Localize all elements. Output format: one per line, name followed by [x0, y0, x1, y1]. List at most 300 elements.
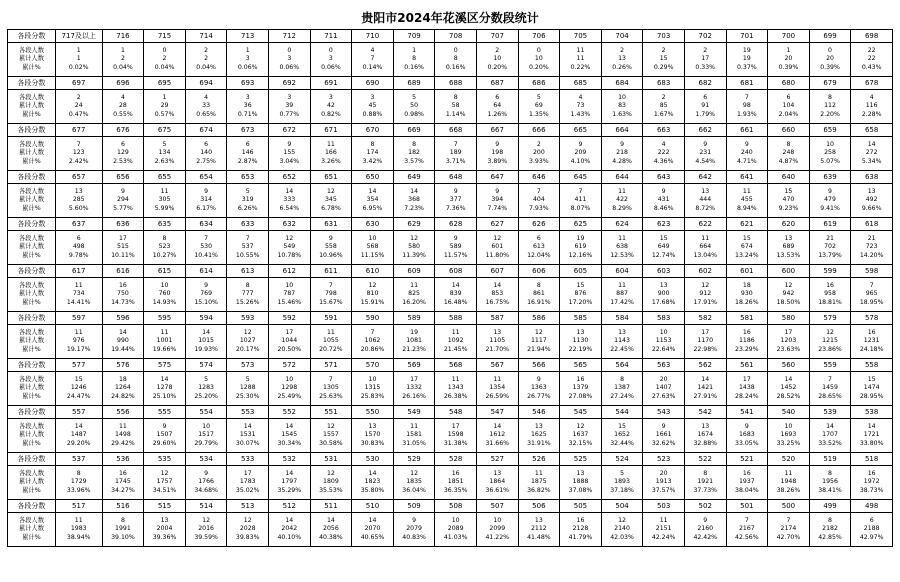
percent-value: 5.60% — [68, 204, 89, 212]
percent-value: 0.39% — [778, 63, 799, 71]
stats-cell — [102, 137, 144, 171]
score-cell: 614 — [185, 265, 227, 278]
score-cell: 583 — [643, 312, 685, 325]
percent-value: 42.85% — [818, 533, 842, 541]
cumulative-value: 29 — [160, 102, 169, 110]
count-value: 14 — [285, 517, 294, 525]
count-value: 16 — [576, 376, 585, 384]
count-value: 11 — [618, 235, 626, 243]
score-row — [8, 265, 893, 278]
stats-cell — [684, 231, 726, 265]
score-cell: 700 — [768, 30, 810, 43]
count-label: 各段人数 — [18, 282, 44, 290]
stats-row — [8, 90, 893, 124]
count-value: 4 — [578, 94, 583, 102]
stats-cell — [684, 325, 726, 359]
stats-row-label — [8, 325, 56, 359]
count-value: 4 — [120, 94, 125, 102]
stats-cell — [55, 278, 102, 312]
percent-value: 12.04% — [527, 251, 551, 259]
cumulative-value: 17 — [701, 55, 710, 63]
percent-value: 10.96% — [319, 251, 343, 259]
percent-value: 41.22% — [485, 533, 510, 541]
percent-value: 11.80% — [485, 251, 510, 259]
cumulative-label: 累计人数 — [18, 525, 44, 533]
score-cell: 544 — [601, 406, 643, 419]
score-cell: 525 — [560, 453, 602, 466]
count-value: 15 — [74, 376, 83, 384]
stats-cell — [185, 90, 227, 124]
score-cell: 689 — [393, 77, 435, 90]
stats-cell — [851, 90, 893, 124]
score-row-label: 各段分数 — [8, 312, 56, 325]
cumulative-value: 174 — [366, 149, 379, 157]
score-cell: 564 — [601, 359, 643, 372]
percent-value: 3.71% — [445, 157, 466, 165]
score-cell: 691 — [310, 77, 352, 90]
score-cell: 538 — [851, 406, 893, 419]
score-cell: 537 — [55, 453, 102, 466]
cumulative-value: 422 — [616, 196, 628, 204]
stats-cell — [601, 231, 643, 265]
stats-cell — [726, 90, 768, 124]
cumulative-value: 1452 — [780, 384, 797, 392]
score-cell: 550 — [352, 406, 394, 419]
percent-value: 1.93% — [737, 110, 757, 118]
count-value: 1 — [76, 47, 81, 55]
percent-value: 34.68% — [194, 486, 218, 494]
count-value: 14 — [243, 423, 252, 431]
score-cell: 683 — [643, 77, 685, 90]
score-cell: 627 — [476, 218, 518, 231]
stats-cell — [809, 513, 851, 547]
score-cell: 561 — [726, 359, 768, 372]
score-row — [8, 312, 893, 325]
count-value: 15 — [867, 376, 876, 384]
stats-cell — [684, 43, 726, 77]
percent-value: 16.48% — [443, 298, 468, 306]
score-cell: 620 — [768, 218, 810, 231]
score-row-label: 各段分数 — [8, 265, 56, 278]
count-label: 各段人数 — [18, 94, 44, 102]
percent-value: 37.57% — [651, 486, 676, 494]
count-value: 4 — [370, 47, 375, 55]
score-row-label: 各段分数 — [8, 406, 56, 419]
stats-row-label — [8, 278, 56, 312]
stats-cell — [435, 231, 477, 265]
score-cell: 661 — [726, 124, 768, 137]
score-cell: 647 — [476, 171, 518, 184]
stats-cell — [435, 513, 477, 547]
count-value: 14 — [493, 282, 502, 290]
score-cell: 634 — [185, 218, 227, 231]
stats-cell — [310, 278, 352, 312]
stats-cell — [102, 278, 144, 312]
stats-row-label — [8, 43, 56, 77]
stats-cell — [684, 466, 726, 500]
percent-value: 13.04% — [693, 251, 718, 259]
count-value: 14 — [368, 188, 377, 196]
score-cell: 529 — [393, 453, 435, 466]
stats-cell — [227, 419, 269, 453]
percent-value: 5.99% — [154, 204, 175, 212]
stats-cell — [643, 184, 685, 218]
percent-value: 28.24% — [735, 392, 759, 400]
score-cell: 572 — [269, 359, 311, 372]
score-cell: 674 — [185, 124, 227, 137]
cumulative-value: 861 — [532, 290, 545, 298]
percent-value: 0.55% — [113, 110, 133, 118]
score-cell: 554 — [185, 406, 227, 419]
count-value: 4 — [869, 94, 874, 102]
count-value: 15 — [618, 423, 626, 431]
cumulative-value: 20 — [826, 55, 834, 63]
count-value: 19 — [742, 47, 751, 55]
count-value: 2 — [661, 94, 666, 102]
score-cell: 586 — [518, 312, 560, 325]
score-cell: 636 — [102, 218, 144, 231]
score-cell: 678 — [851, 77, 893, 90]
score-cell: 585 — [560, 312, 602, 325]
stats-cell — [55, 90, 102, 124]
cumulative-value: 1757 — [156, 478, 173, 486]
count-value: 11 — [160, 188, 169, 196]
stats-cell — [269, 466, 311, 500]
cumulative-value: 22 — [867, 55, 876, 63]
count-value: 17 — [784, 329, 793, 337]
percent-value: 1.35% — [529, 110, 549, 118]
percent-value: 0.77% — [279, 110, 300, 118]
count-value: 9 — [661, 423, 666, 431]
stats-cell — [185, 419, 227, 453]
percent-value: 19.93% — [194, 345, 218, 353]
stats-cell — [55, 372, 102, 406]
cumulative-value: 1913 — [655, 478, 672, 486]
stats-cell — [809, 137, 851, 171]
stats-cell — [643, 513, 685, 547]
count-value: 12 — [534, 329, 543, 337]
count-value: 2 — [536, 141, 541, 149]
percent-value: 14.41% — [66, 298, 91, 306]
count-label: 各段人数 — [18, 329, 44, 337]
stats-cell — [269, 184, 311, 218]
score-cell: 534 — [185, 453, 227, 466]
percent-value: 7.74% — [487, 204, 508, 212]
count-value: 11 — [118, 423, 127, 431]
count-value: 16 — [742, 470, 751, 478]
cumulative-value: 305 — [158, 196, 171, 204]
score-row-label: 各段分数 — [8, 218, 56, 231]
stats-cell — [851, 184, 893, 218]
cumulative-value: 2151 — [655, 525, 672, 533]
cumulative-value: 990 — [117, 337, 129, 345]
count-value: 11 — [74, 282, 83, 290]
score-row — [8, 359, 893, 372]
score-cell: 580 — [768, 312, 810, 325]
percent-value: 34.27% — [111, 486, 135, 494]
count-value: 0 — [287, 47, 292, 55]
cumulative-value: 976 — [72, 337, 85, 345]
score-cell: 703 — [643, 30, 685, 43]
stats-cell — [518, 513, 560, 547]
count-value: 18 — [118, 376, 127, 384]
count-value: 11 — [410, 423, 419, 431]
count-value: 13 — [618, 329, 626, 337]
score-cell: 643 — [643, 171, 685, 184]
stats-cell — [185, 278, 227, 312]
cumulative-value: 91 — [701, 102, 710, 110]
stats-cell — [476, 43, 518, 77]
stats-cell — [476, 513, 518, 547]
percent-value: 2.75% — [196, 157, 216, 165]
count-value: 6 — [536, 235, 541, 243]
cumulative-value: 1215 — [822, 337, 838, 345]
cumulative-value: 218 — [616, 149, 628, 157]
count-value: 7 — [328, 282, 333, 290]
score-cell: 562 — [684, 359, 726, 372]
percent-value: 10.78% — [277, 251, 302, 259]
count-value: 16 — [867, 470, 876, 478]
stats-cell — [227, 513, 269, 547]
count-value: 10 — [659, 329, 668, 337]
score-cell: 617 — [55, 265, 102, 278]
score-cell: 560 — [768, 359, 810, 372]
stats-cell — [518, 325, 560, 359]
stats-cell — [809, 466, 851, 500]
percent-value: 39.10% — [111, 533, 135, 541]
percent-value: 2.42% — [68, 157, 89, 165]
score-cell: 546 — [518, 406, 560, 419]
cumulative-value: 1 — [76, 55, 81, 63]
count-value: 13 — [534, 423, 543, 431]
cumulative-value: 777 — [241, 290, 254, 298]
percent-value: 4.54% — [695, 157, 716, 165]
cumulative-value: 1637 — [572, 431, 589, 439]
percent-value: 0.33% — [695, 63, 716, 71]
score-cell: 520 — [768, 453, 810, 466]
percent-value: 35.02% — [235, 486, 260, 494]
stats-cell — [55, 184, 102, 218]
score-cell: 606 — [518, 265, 560, 278]
stats-cell — [643, 278, 685, 312]
score-cell: 664 — [601, 124, 643, 137]
cumulative-value: 1015 — [198, 337, 214, 345]
score-cell: 504 — [601, 500, 643, 513]
stats-cell — [393, 137, 435, 171]
cumulative-value: 8 — [453, 55, 458, 63]
stats-cell — [560, 43, 602, 77]
cumulative-value: 69 — [534, 102, 543, 110]
cumulative-value: 619 — [574, 243, 587, 251]
score-cell: 533 — [227, 453, 269, 466]
score-cell: 522 — [684, 453, 726, 466]
score-cell: 645 — [560, 171, 602, 184]
count-value: 9 — [620, 141, 625, 149]
score-cell: 530 — [352, 453, 394, 466]
stats-cell — [352, 372, 394, 406]
percent-value: 22.64% — [651, 345, 676, 353]
percent-value: 4.10% — [570, 157, 591, 165]
percent-value: 9.41% — [820, 204, 840, 212]
stats-cell — [726, 513, 768, 547]
stats-cell — [185, 231, 227, 265]
stats-cell — [269, 90, 311, 124]
count-value: 8 — [120, 517, 125, 525]
count-value: 17 — [243, 470, 252, 478]
percent-value: 42.56% — [735, 533, 759, 541]
cumulative-value: 314 — [200, 196, 213, 204]
percent-value: 38.26% — [776, 486, 801, 494]
score-cell: 650 — [352, 171, 394, 184]
score-cell: 715 — [144, 30, 186, 43]
percent-value: 11.39% — [402, 251, 426, 259]
percent-value: 0.04% — [154, 63, 175, 71]
cumulative-value: 965 — [865, 290, 878, 298]
cumulative-value: 431 — [657, 196, 670, 204]
stats-cell — [726, 278, 768, 312]
cumulative-value: 146 — [241, 149, 254, 157]
cumulative-value: 479 — [824, 196, 836, 204]
stats-cell — [476, 419, 518, 453]
count-value: 9 — [744, 141, 749, 149]
score-cell: 540 — [768, 406, 810, 419]
cumulative-value: 209 — [574, 149, 587, 157]
stats-cell — [144, 419, 186, 453]
cumulative-value: 1707 — [822, 431, 838, 439]
stats-cell — [310, 325, 352, 359]
percent-value: 17.91% — [693, 298, 718, 306]
count-value: 8 — [536, 282, 541, 290]
count-value: 11 — [618, 188, 626, 196]
count-value: 8 — [370, 141, 375, 149]
cumulative-value: 404 — [532, 196, 545, 204]
percent-value: 9.23% — [778, 204, 799, 212]
count-value: 6 — [495, 94, 500, 102]
cumulative-value: 1948 — [780, 478, 797, 486]
stats-cell — [851, 419, 893, 453]
count-value: 13 — [74, 188, 83, 196]
cumulative-value: 664 — [699, 243, 712, 251]
stats-cell — [851, 466, 893, 500]
percent-value: 26.16% — [402, 392, 426, 400]
score-cell: 684 — [601, 77, 643, 90]
count-value: 9 — [162, 423, 167, 431]
count-value: 0 — [453, 47, 458, 55]
percent-value: 0.39% — [820, 63, 840, 71]
score-cell: 657 — [55, 171, 102, 184]
percent-value: 26.38% — [443, 392, 468, 400]
cumulative-value: 1498 — [115, 431, 131, 439]
percent-value: 0.04% — [113, 63, 133, 71]
score-cell: 600 — [768, 265, 810, 278]
stats-cell — [809, 90, 851, 124]
cumulative-value: 580 — [408, 243, 420, 251]
score-cell: 635 — [144, 218, 186, 231]
count-value: 8 — [76, 470, 81, 478]
cumulative-value: 2128 — [572, 525, 589, 533]
cumulative-value: 1044 — [281, 337, 298, 345]
cumulative-value: 319 — [241, 196, 254, 204]
count-value: 7 — [786, 517, 791, 525]
score-cell: 602 — [684, 265, 726, 278]
count-value: 11 — [576, 47, 585, 55]
score-cell: 660 — [768, 124, 810, 137]
count-value: 13 — [701, 188, 710, 196]
cumulative-value: 523 — [158, 243, 171, 251]
count-value: 13 — [493, 470, 502, 478]
stats-cell — [310, 43, 352, 77]
score-cell: 611 — [310, 265, 352, 278]
score-cell: 696 — [102, 77, 144, 90]
count-value: 15 — [659, 235, 668, 243]
percent-value: 3.93% — [529, 157, 549, 165]
cumulative-value: 2160 — [697, 525, 714, 533]
stats-cell — [393, 419, 435, 453]
stats-row-label — [8, 90, 56, 124]
stats-cell — [768, 513, 810, 547]
count-value: 10 — [493, 517, 502, 525]
stats-cell — [476, 466, 518, 500]
count-value: 12 — [160, 470, 169, 478]
count-value: 5 — [162, 141, 167, 149]
cumulative-value: 1092 — [447, 337, 464, 345]
percent-value: 24.82% — [111, 392, 135, 400]
percent-value: 10.27% — [152, 251, 177, 259]
percent-value: 0.06% — [321, 63, 341, 71]
percent-value: 41.03% — [443, 533, 468, 541]
count-value: 3 — [370, 94, 375, 102]
percent-label: 累计% — [22, 204, 41, 212]
stats-cell — [227, 278, 269, 312]
percent-value: 35.29% — [277, 486, 302, 494]
percent-value: 2.28% — [861, 110, 882, 118]
percent-value: 26.59% — [485, 392, 510, 400]
percent-value: 18.26% — [735, 298, 759, 306]
percent-value: 25.20% — [194, 392, 218, 400]
cumulative-value: 1875 — [530, 478, 547, 486]
score-cell: 574 — [185, 359, 227, 372]
cumulative-value: 368 — [408, 196, 420, 204]
cumulative-value: 85 — [659, 102, 668, 110]
cumulative-value: 1557 — [323, 431, 339, 439]
stats-cell — [310, 137, 352, 171]
cumulative-value: 166 — [324, 149, 337, 157]
count-value: 10 — [368, 376, 377, 384]
score-cell: 542 — [684, 406, 726, 419]
count-value: 14 — [326, 517, 335, 525]
cumulative-value: 200 — [532, 149, 545, 157]
cumulative-value: 1407 — [655, 384, 672, 392]
stats-cell — [476, 325, 518, 359]
count-value: 7 — [744, 517, 749, 525]
score-cell: 571 — [310, 359, 352, 372]
count-value: 6 — [245, 141, 250, 149]
stats-cell — [352, 278, 394, 312]
count-value: 16 — [742, 329, 751, 337]
count-value: 16 — [118, 282, 127, 290]
percent-value: 13.79% — [818, 251, 842, 259]
percent-value: 5.34% — [861, 157, 882, 165]
cumulative-value: 182 — [408, 149, 420, 157]
cumulative-value: 1851 — [447, 478, 464, 486]
stats-cell — [144, 90, 186, 124]
stats-cell — [518, 372, 560, 406]
stats-cell — [726, 43, 768, 77]
score-cell: 690 — [352, 77, 394, 90]
stats-cell — [269, 419, 311, 453]
count-value: 9 — [495, 188, 500, 196]
cumulative-value: 750 — [117, 290, 129, 298]
